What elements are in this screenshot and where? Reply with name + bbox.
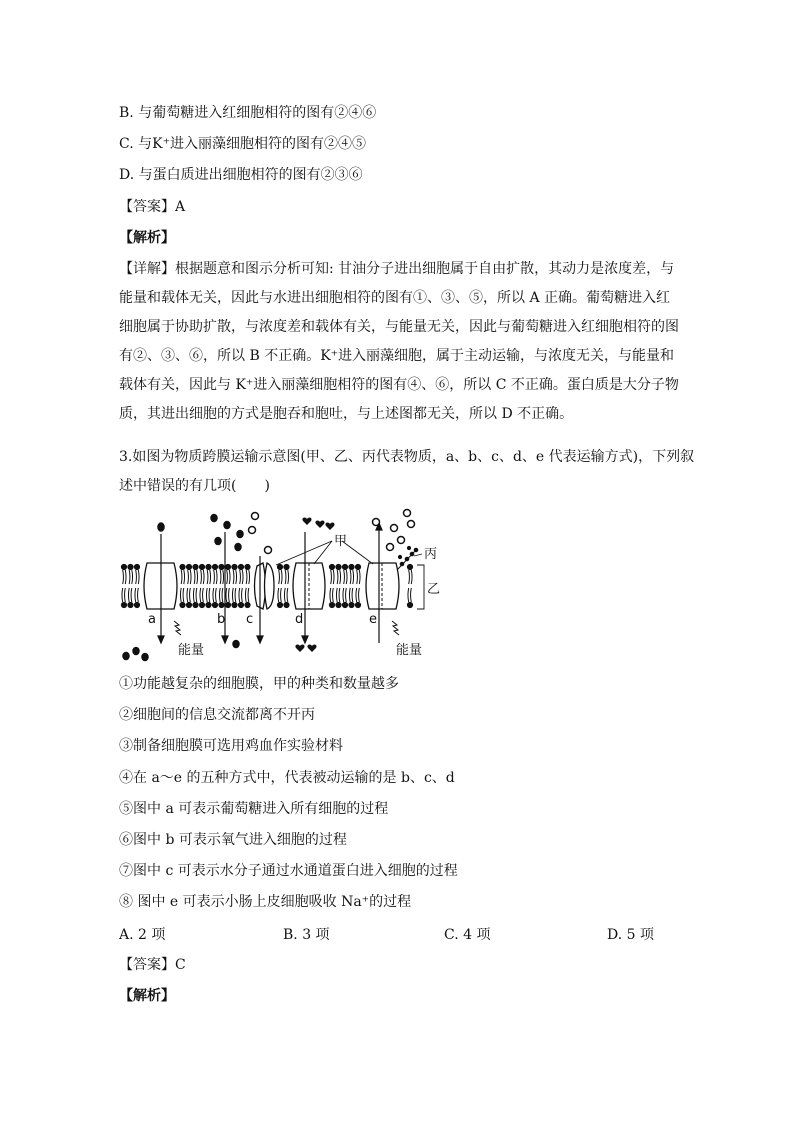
phospholipid-tail	[240, 570, 241, 584]
phospholipid-head	[219, 602, 224, 607]
phospholipid-tail	[343, 588, 344, 602]
phospholipid-head	[134, 602, 139, 607]
phospholipid-tail	[352, 588, 353, 602]
option-b: B. 与葡萄糖进入红细胞相符的图有②④⑥	[119, 105, 377, 121]
phospholipid-head	[121, 564, 126, 569]
analysis-3-label: 【解析】	[119, 988, 175, 1004]
phospholipid-tail	[216, 570, 217, 584]
phospholipid-head	[180, 602, 185, 607]
detail-line: 载体有关，因此与 K⁺进入丽藻细胞相符的图有④、⑥，所以 C 不正确。蛋白质是大分子物	[119, 377, 679, 393]
phospholipid-tail	[125, 588, 126, 602]
phospholipid-tail	[214, 570, 215, 584]
phospholipid-tail	[135, 588, 136, 602]
phospholipid-head	[199, 564, 204, 569]
label-bing: 丙	[424, 547, 438, 562]
phospholipid-head	[407, 602, 412, 607]
phospholipid-tail	[138, 588, 139, 602]
phospholipid-head	[199, 602, 204, 607]
phospholipid-tail	[206, 588, 207, 602]
phospholipid-tail	[210, 570, 211, 584]
phospholipid-head	[212, 602, 217, 607]
phospholipid-tail	[242, 588, 243, 602]
phospholipid-tail	[207, 570, 208, 584]
phospholipid-tail	[184, 570, 185, 584]
phospholipid-tail	[187, 588, 188, 602]
phospholipid-head	[355, 602, 360, 607]
phospholipid-tail	[279, 570, 280, 584]
phospholipid-head	[128, 602, 133, 607]
detail-line: 【详解】根据题意和图示分析可知: 甘油分子进出细胞属于自由扩散，其动力是浓度差，与	[119, 261, 675, 277]
phospholipid-tail	[353, 570, 354, 584]
phospholipid-tail	[193, 588, 194, 602]
phospholipid-tail	[229, 570, 230, 584]
phospholipid-tail	[222, 588, 223, 602]
phospholipid-head	[121, 602, 126, 607]
phospholipid-tail	[285, 570, 286, 584]
protein-d	[293, 563, 325, 609]
label-jia: 甲	[334, 534, 348, 549]
phospholipid-head	[284, 564, 289, 569]
statement-4: ④在 a～e 的五种方式中，代表被动运输的是 b、c、d	[119, 770, 455, 786]
phospholipid-tail	[359, 570, 360, 584]
statement-6: ⑥图中 b 可表示氧气进入细胞的过程	[119, 832, 347, 848]
phospholipid-head	[206, 602, 211, 607]
phospholipid-tail	[284, 588, 285, 602]
label-energy-left: 能量	[178, 643, 205, 658]
choice-d: D. 5 项	[607, 927, 654, 943]
phospholipid-head	[212, 564, 217, 569]
phospholipid-head	[329, 602, 334, 607]
statement-2: ②细胞间的信息交流都离不开丙	[119, 707, 315, 723]
label-yi: 乙	[427, 582, 441, 597]
phospholipid-tail	[333, 570, 334, 584]
phospholipid-tail	[203, 570, 204, 584]
phospholipid-tail	[249, 570, 250, 584]
protein-b	[255, 563, 275, 609]
phospholipid-tail	[220, 570, 221, 584]
phospholipid-head	[342, 564, 347, 569]
phospholipid-tail	[200, 588, 201, 602]
label-c: c	[246, 612, 254, 627]
phospholipid-tail	[129, 570, 130, 584]
energy-zigzags	[174, 621, 399, 635]
statement-1: ①功能越复杂的细胞膜，甲的种类和数量越多	[119, 676, 399, 692]
phospholipid-head	[336, 564, 341, 569]
phospholipid-tail	[340, 570, 341, 584]
phospholipid-tail	[409, 570, 410, 584]
label-a: a	[148, 612, 156, 627]
phospholipid-tail	[203, 588, 204, 602]
phospholipid-tail	[194, 570, 195, 584]
choice-row	[119, 924, 679, 944]
phospholipid-head	[134, 564, 139, 569]
phospholipid-head	[277, 602, 282, 607]
phospholipid-tail	[339, 588, 340, 602]
phospholipid-head	[238, 564, 243, 569]
phospholipid-tail	[349, 588, 350, 602]
phospholipid-tail	[287, 588, 288, 602]
choice-a: A. 2 项	[119, 927, 166, 943]
phospholipid-tail	[411, 570, 412, 584]
phospholipid-tail	[229, 588, 230, 602]
phospholipid-tail	[123, 570, 124, 584]
phospholipid-tail	[235, 588, 236, 602]
phospholipid-tail	[346, 570, 347, 584]
phospholipid-head	[245, 602, 250, 607]
phospholipid-tail	[213, 588, 214, 602]
phospholipid-tail	[330, 588, 331, 602]
phospholipid-tail	[201, 570, 202, 584]
phospholipid-tail	[190, 570, 191, 584]
phospholipid-head	[245, 564, 250, 569]
label-energy-right: 能量	[396, 643, 423, 658]
phospholipid-head	[128, 564, 133, 569]
phospholipid-tail	[357, 570, 358, 584]
answer-label: 【答案】A	[119, 199, 186, 215]
phospholipid-head	[193, 602, 198, 607]
statement-3: ③制备细胞膜可选用鸡血作实验材料	[119, 738, 343, 754]
option-c: C. 与K⁺进入丽藻细胞相符的图有②④⑤	[119, 136, 366, 152]
phospholipid-tail	[344, 570, 345, 584]
phospholipid-tail	[281, 588, 282, 602]
phospholipid-head	[407, 564, 412, 569]
phospholipid-tail	[138, 570, 139, 584]
phospholipid-head	[238, 602, 243, 607]
choice-c: C. 4 项	[444, 927, 491, 943]
phospholipid-tail	[288, 570, 289, 584]
phospholipid-tail	[233, 570, 234, 584]
phospholipid-tail	[245, 588, 246, 602]
answer-3-label: 【答案】C	[119, 957, 186, 973]
phospholipid-head	[219, 564, 224, 569]
statement-5: ⑤图中 a 可表示葡萄糖进入所有细胞的过程	[119, 801, 389, 817]
question-line: 述中错误的有几项( )	[119, 478, 270, 494]
phospholipid-tail	[181, 570, 182, 584]
phospholipid-tail	[216, 588, 217, 602]
phospholipid-head	[186, 564, 191, 569]
phospholipid-head	[355, 564, 360, 569]
choice-b: B. 3 项	[283, 927, 330, 943]
phospholipid-tail	[408, 588, 409, 602]
phospholipid-tail	[359, 588, 360, 602]
phospholipid-head	[329, 564, 334, 569]
phospholipid-head	[206, 564, 211, 569]
phospholipid-tail	[122, 588, 123, 602]
analysis-label: 【解析】	[119, 230, 175, 246]
phospholipid-tail	[209, 588, 210, 602]
phospholipid-tail	[128, 588, 129, 602]
phospholipid-tail	[356, 588, 357, 602]
phospholipid-tail	[180, 588, 181, 602]
detail-line: 质，其进出细胞的方式是胞吞和胞吐，与上述图都无关，所以 D 不正确。	[119, 406, 574, 422]
phospholipid-tail	[337, 570, 338, 584]
label-d: d	[295, 612, 304, 627]
phospholipid-tail	[248, 588, 249, 602]
phospholipid-tail	[246, 570, 247, 584]
protein-e	[366, 563, 399, 609]
phospholipid-tail	[239, 588, 240, 602]
phospholipid-tail	[232, 588, 233, 602]
phospholipid-tail	[236, 570, 237, 584]
detail-line: 有②、③、⑥，所以 B 不正确。K⁺进入丽藻细胞，属于主动运输，与浓度无关，与能量和	[119, 348, 675, 364]
label-b: b	[217, 612, 226, 627]
phospholipid-head	[349, 602, 354, 607]
phospholipid-tail	[333, 588, 334, 602]
option-d: D. 与蛋白质进出细胞相符的图有②③⑥	[119, 167, 363, 183]
phospholipid-tail	[196, 588, 197, 602]
phospholipid-head	[186, 602, 191, 607]
phospholipid-tail	[281, 570, 282, 584]
phospholipid-tail	[227, 570, 228, 584]
detail-line: 细胞属于协助扩散，与浓度差和载体有关，与能量无关，因此与葡萄糖进入红细胞相符的图	[119, 319, 679, 335]
phospholipid-head	[349, 564, 354, 569]
phospholipid-head	[284, 602, 289, 607]
question-3	[119, 443, 695, 501]
membrane-transport-figure	[114, 508, 444, 666]
phospholipid-tail	[190, 588, 191, 602]
phospholipid-tail	[350, 570, 351, 584]
phospholipid-tail	[226, 588, 227, 602]
phospholipid-head	[193, 564, 198, 569]
phospholipid-tail	[136, 570, 137, 584]
phospholipid-head	[342, 602, 347, 607]
phospholipid-tail	[219, 588, 220, 602]
phospholipid-head	[180, 564, 185, 569]
statement-8: ⑧ 图中 e 可表示小肠上皮细胞吸收 Na⁺的过程	[119, 894, 412, 910]
phospholipid-tail	[125, 570, 126, 584]
phospholipid-head	[232, 602, 237, 607]
statement-7: ⑦图中 c 可表示水分子通过水通道蛋白进入细胞的过程	[119, 863, 458, 879]
phospholipid-tail	[411, 588, 412, 602]
phospholipid-tail	[132, 570, 133, 584]
phospholipid-tail	[346, 588, 347, 602]
phospholipid-tail	[131, 588, 132, 602]
question-line: 3.如图为物质跨膜运输示意图(甲、乙、丙代表物质，a、b、c、d、e 代表运输方式)，下列叙	[119, 449, 695, 465]
detail-line: 能量和载体无关，因此与水进出细胞相符的图有①、③、⑤，所以 A 正确。葡萄糖进入红	[119, 290, 671, 306]
phospholipid-head	[232, 564, 237, 569]
phospholipid-tail	[331, 570, 332, 584]
detail-paragraph	[119, 255, 679, 429]
phospholipid-head	[277, 564, 282, 569]
phospholipid-tail	[188, 570, 189, 584]
label-e: e	[369, 612, 377, 627]
phospholipid-tail	[242, 570, 243, 584]
phospholipid-tail	[278, 588, 279, 602]
phospholipid-head	[336, 602, 341, 607]
phospholipid-tail	[197, 570, 198, 584]
phospholipid-head	[225, 602, 230, 607]
phospholipid-head	[225, 564, 230, 569]
phospholipid-tail	[223, 570, 224, 584]
phospholipid-tail	[336, 588, 337, 602]
phospholipid-tail	[183, 588, 184, 602]
